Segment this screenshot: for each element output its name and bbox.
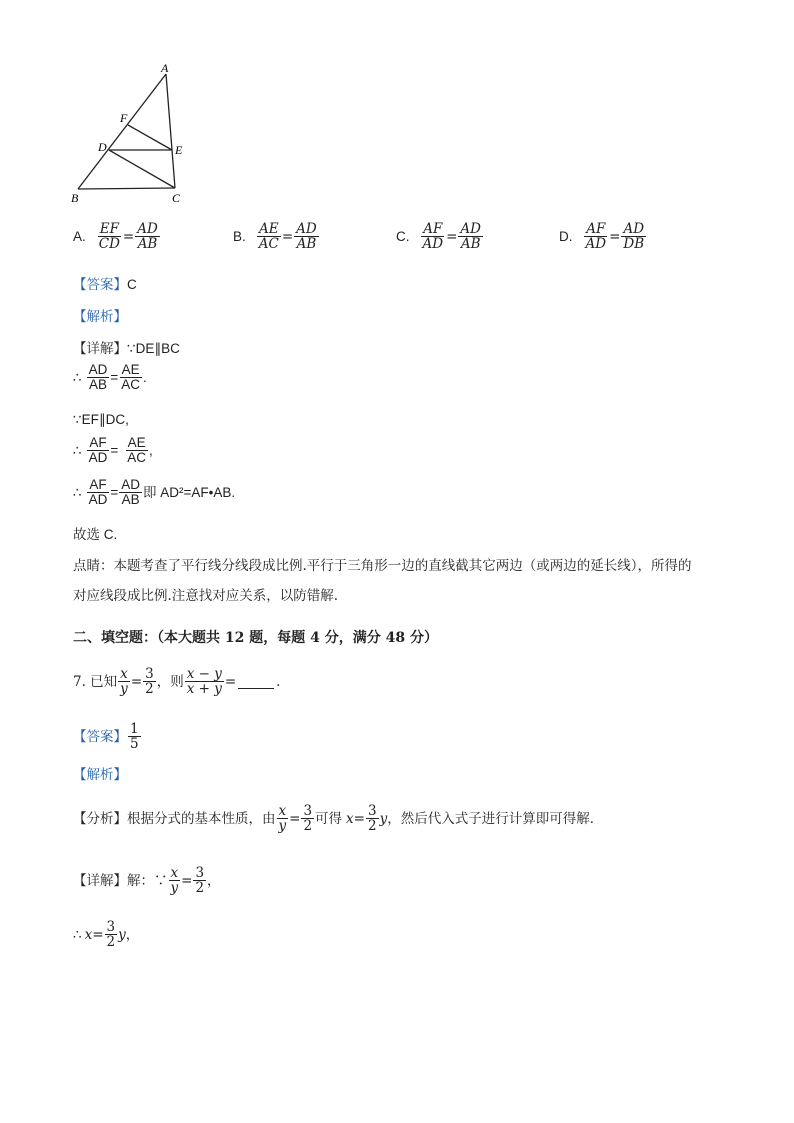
frac-den: AB [88,377,107,393]
equals-sign: = [224,673,237,690]
frac-den: AD [422,236,444,253]
label-d: D [98,140,107,154]
frac-num: AF [586,221,606,237]
label-a: A [161,61,169,75]
q6-comment-line1: 点睛：本题考查了平行线分线段成比例.平行于三角形一边的直线截其它两边（或两边的延长线），所得的 [73,558,692,574]
var-x: x [84,926,93,943]
label-c: C [172,191,181,205]
frac-num: EF [99,221,119,237]
frac-num: 3 [195,865,205,881]
segment-bc [78,188,175,189]
frac-num: 3 [145,666,154,682]
frac-num: AE [259,221,279,237]
q6-comment-line2: 对应线段成比例.注意找对应关系，以防错解. [73,588,339,604]
option-letter: D. [559,228,573,244]
segment-dc [109,150,175,188]
analysis-text: ，然后代入式子进行计算即可得解． [387,810,604,827]
option-d [559,222,647,251]
section-heading: 二、填空题：（本大题共 12 题，每题 4 分，满分 48 分） [73,630,438,646]
q7-final [73,920,139,949]
equals-sign: = [110,369,119,385]
frac-num: x [170,865,179,881]
frac-num: AE [121,362,140,377]
therefore-sign: ∴ [73,442,82,458]
frac-den: AB [121,492,140,508]
frac-num: AF [423,221,443,237]
option-a [73,222,161,251]
frac-den: 5 [130,736,139,753]
frac-num: x [278,803,287,819]
analysis-text: 根据分式的基本性质，由 [127,810,276,827]
frac-den: AC [258,236,279,253]
var-y: y [118,926,126,943]
answer-tag: 【答案】 [73,728,127,745]
answer-blank [238,674,274,689]
frac-den: AD [585,236,607,253]
analysis-head: 【分析】 [73,810,127,827]
frac-den: 2 [303,818,313,835]
equals-sign: = [609,228,621,245]
detail-text: ∵DE∥BC [127,341,180,356]
frac-den: 2 [106,934,116,951]
equals-sign: = [353,810,365,827]
frac-num: 3 [106,919,116,935]
q6-line5 [73,478,235,507]
q7-answer [73,722,142,751]
segment-fe [128,125,172,150]
q6-line2 [73,363,147,392]
frac-den: y [278,818,287,835]
frac-num: AE [127,435,146,450]
option-letter: B. [233,228,246,244]
equals-sign: = [110,484,119,500]
frac-den: CD [98,236,120,253]
frac-den: AD [88,450,108,466]
option-letter: A. [73,228,86,244]
equals-sign: = [446,228,458,245]
frac-den: AB [460,236,481,253]
frac-num: AF [89,477,107,492]
equals-sign: = [122,228,135,245]
frac-den: 2 [367,818,377,835]
frac-den: DB [623,236,645,253]
therefore-sign: ∴ [73,926,82,943]
frac-den: AB [296,236,317,253]
stem-text: ，则 [156,673,184,690]
therefore-sign: ∴ [73,484,82,500]
equals-sign: = [92,926,104,943]
q6-answer [73,276,137,294]
label-b: B [71,191,79,205]
frac-num: AD [296,221,317,237]
q7-analysis [73,804,603,833]
q7-stem [73,667,280,696]
frac-num: 3 [367,803,377,819]
punct: ， [207,872,221,889]
answer-value: C [127,277,137,292]
frac-den: y [170,880,179,897]
frac-den: AC [121,377,141,393]
detail-text: 解：∵ [127,872,168,889]
label-f: F [120,111,128,125]
triangle-figure [65,60,205,210]
frac-num: AD [137,221,158,237]
punct: . [276,673,281,690]
analysis-text: 可得 [315,810,343,827]
punct: . [143,369,147,385]
frac-num: AF [89,435,107,450]
equals-sign: = [281,228,294,245]
frac-num: AD [623,221,645,237]
q6-detail-line1 [73,340,180,358]
equals-sign: = [289,810,301,827]
punct: ， [125,926,140,943]
q7-analysis-tag: 【解析】 [73,767,127,783]
frac-den: AC [127,450,147,466]
segment-ac [166,74,175,188]
var-x: x [346,810,354,827]
detail-tag: 【详解】 [73,341,127,357]
frac-num: x − y [186,666,222,682]
frac-den: 2 [195,880,205,897]
q7-detail [73,866,221,895]
frac-num: 1 [130,721,139,737]
frac-num: AD [121,477,141,492]
frac-den: y [120,681,128,698]
option-b [233,222,320,251]
label-e: E [175,143,183,157]
punct: , [149,442,153,458]
option-letter: C. [396,228,410,244]
frac-num: AD [460,221,481,237]
equals-sign: = [130,673,143,690]
q6-line4 [73,436,153,465]
answer-tag: 【答案】 [73,277,127,293]
frac-den: AB [137,236,158,253]
equals-sign: = [110,442,119,458]
q6-line3: ∵EF∥DC, [73,412,129,427]
q6-analysis-tag: 【解析】 [73,309,127,325]
frac-num: x [120,666,128,682]
equals-sign: = [181,872,193,889]
segment-ab [78,74,166,189]
frac-den: AD [88,492,108,508]
frac-den: x + y [186,681,222,698]
q6-conclusion: 故选 C. [73,527,118,542]
var-y: y [379,810,388,827]
therefore-sign: ∴ [73,369,82,385]
frac-num: 3 [303,803,313,819]
option-c [396,222,484,251]
frac-num: AD [88,362,108,377]
product-relation: 即 AD²=AF•AB. [143,484,236,500]
detail-tag: 【详解】 [73,872,127,889]
question-number: 7. 已知 [73,673,118,690]
frac-den: 2 [145,681,154,698]
